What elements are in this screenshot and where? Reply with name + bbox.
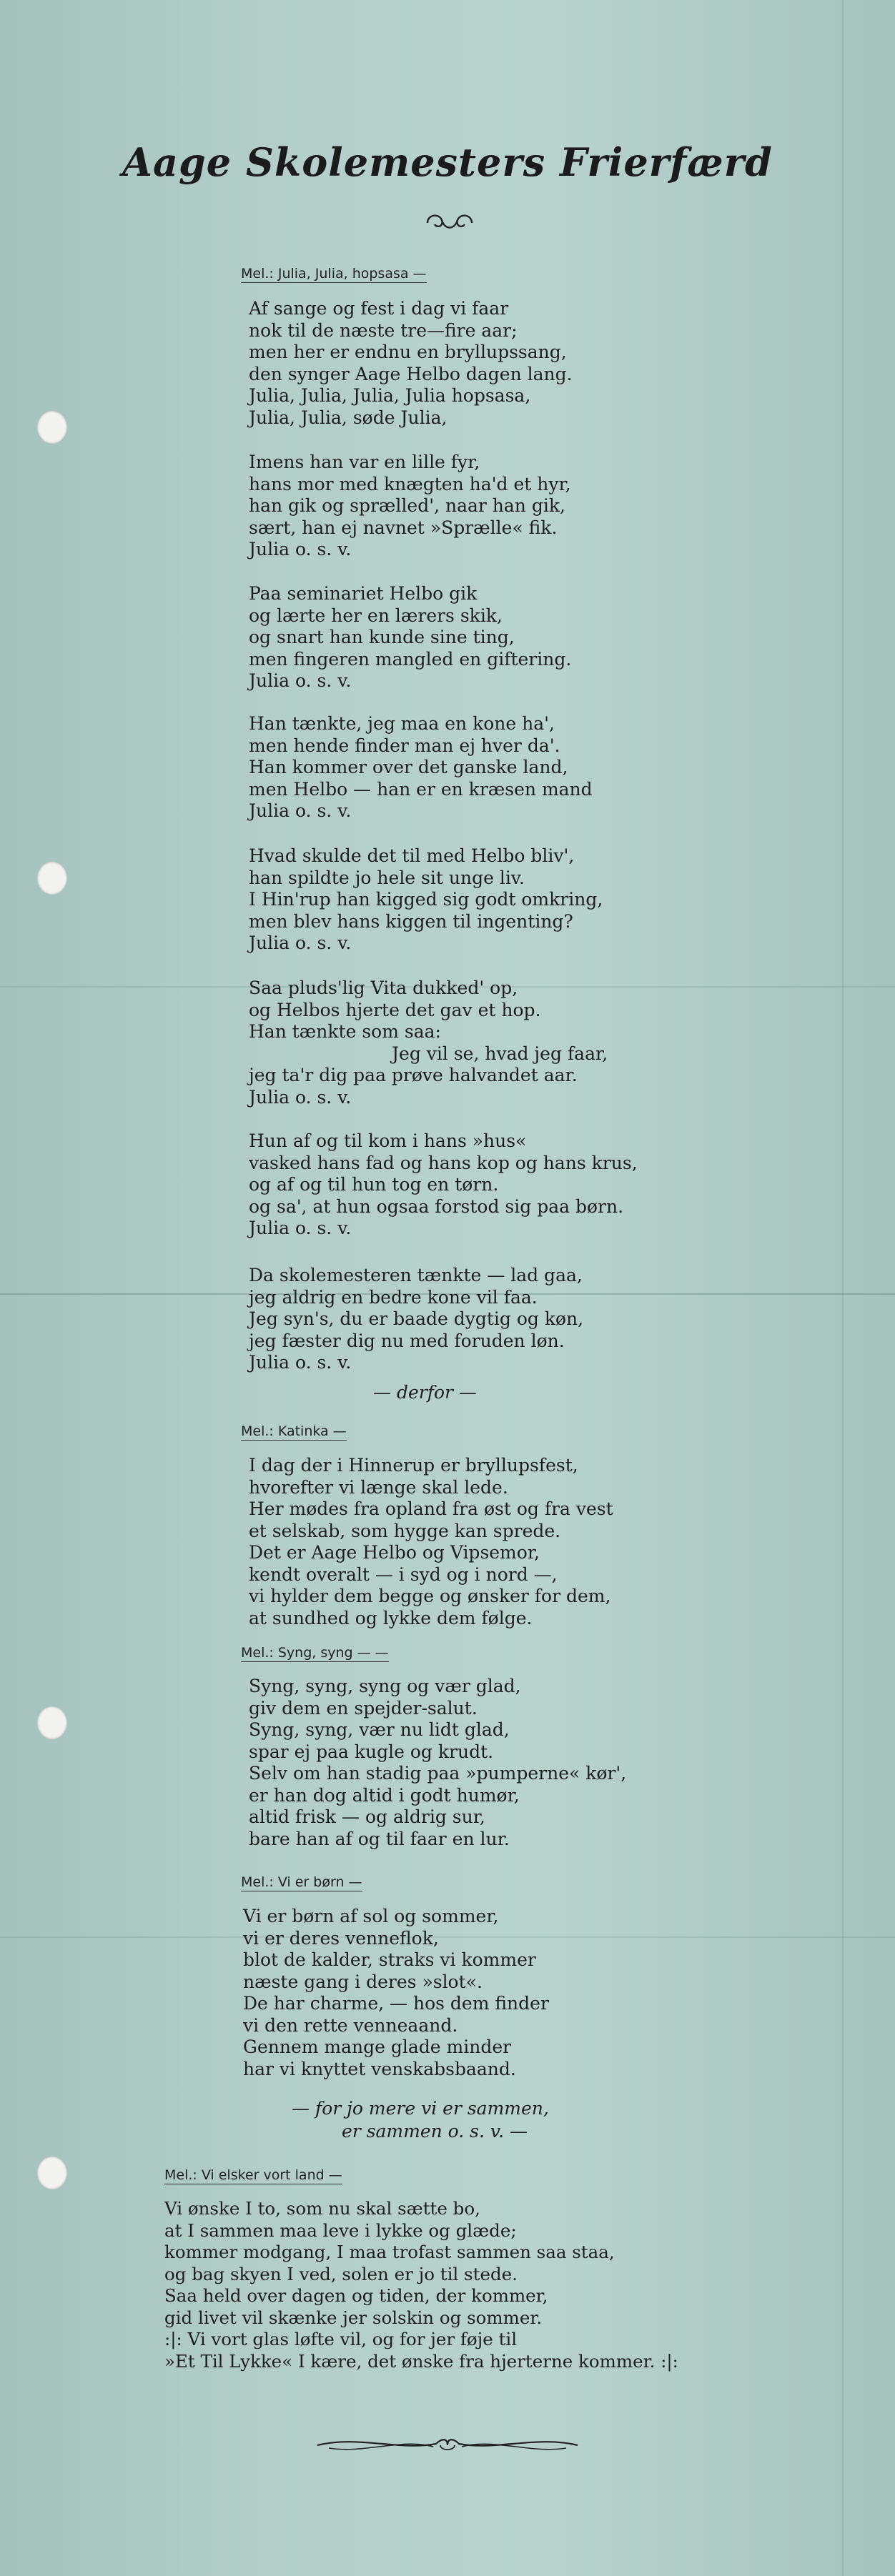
stanza: Han tænkte, jeg maa en kone ha', men hende finder man ej hver da'. Han kommer over det ganske land, men Helbo — han er en kræsen mand Julia o. s. v. bbox=[249, 713, 593, 821]
punch-hole bbox=[37, 1706, 67, 1739]
stanza: Paa seminariet Helbo gik og lærte her en lærers skik, og snart han kunde sine ting, men fingeren mangled en giftering. Julia o. s. v. bbox=[249, 583, 572, 691]
stanza: Da skolemesteren tænkte — lad gaa, jeg aldrig en bedre kone vil faa. Jeg syn's, du er baade dygtig og køn, jeg fæster dig nu med foruden løn. Julia o. s. v. bbox=[249, 1265, 584, 1373]
punch-hole bbox=[37, 2157, 67, 2189]
stanza: Imens han var en lille fyr, hans mor med knægten ha'd et hyr, han gik og sprælled', naar han gik, sært, han ej navnet »Sprælle« fik. Julia o. s. v. bbox=[249, 452, 571, 560]
stanza: Syng, syng, syng og vær glad, giv dem en spejder-salut. Syng, syng, vær nu lidt glad, spar ej paa kugle og krudt. Selv om han stadig paa »pumperne« kør', er han dog altid i godt humør, altid frisk — og aldrig sur, bare han af og til faar en lur. bbox=[249, 1676, 627, 1849]
stanza: Af sange og fest i dag vi faar nok til de næste tre—fire aar; men her er endnu en bryllupssang, den synger Aage Helbo dagen lang. Julia, Julia, Julia, Julia hopsasa, Julia, Julia, søde Julia, bbox=[249, 298, 573, 428]
melody-heading: Mel.: Julia, Julia, hopsasa — bbox=[241, 266, 427, 282]
refrain-line: er sammen o. s. v. — bbox=[342, 2121, 528, 2142]
stanza: Vi ønske I to, som nu skal sætte bo, at I sammen maa leve i lykke og glæde; kommer modgang, I maa trofast sammen saa staa, og bag skyen I ved, solen er jo til stede. Saa held over dagen og tiden, der kommer, gid livet vil skænke jer solskin og sommer. :|: Vi vort glas løfte vil, og for jer føje til »Et Til Lykke« I kære, det ønske fra hjerterne kommer. :|: bbox=[164, 2198, 678, 2372]
stanza: I dag der i Hinnerup er bryllupsfest, hvorefter vi længe skal lede. Her mødes fra opland fra øst og fra vest et selskab, som hygge kan sprede. Det er Aage Helbo og Vipsemor, kendt overalt — i syd og i nord —, vi hylder dem begge og ønsker for dem, at sundhed og lykke dem følge. bbox=[249, 1455, 613, 1628]
melody-heading: Mel.: Syng, syng — — bbox=[241, 1645, 389, 1661]
stanza: Hun af og til kom i hans »hus« vasked hans fad og hans kop og hans krus, og af og til hun tog en tørn. og sa', at hun ogsaa forstod sig paa børn. Julia o. s. v. bbox=[249, 1130, 638, 1238]
melody-heading: Mel.: Vi er børn — bbox=[241, 1874, 362, 1890]
punch-hole bbox=[37, 411, 67, 444]
punch-hole bbox=[37, 862, 67, 895]
stanza: Hvad skulde det til med Helbo bliv', han spildte jo hele sit unge liv. I Hin'rup han kigged sig godt omkring, men blev hans kiggen til ingenting? Julia o. s. v. bbox=[249, 845, 603, 953]
fold-crease-vertical bbox=[842, 0, 844, 2576]
melody-heading: Mel.: Katinka — bbox=[241, 1423, 347, 1439]
flourish-ornament-icon bbox=[315, 2430, 580, 2458]
scroll-ornament-icon bbox=[423, 209, 476, 237]
refrain-line: — derfor — bbox=[373, 1382, 477, 1403]
stanza: Vi er børn af sol og sommer, vi er deres venneflok, blot de kalder, straks vi kommer næste gang i deres »slot«. De har charme, — hos dem finder vi den rette venneaand. Gennem mange glade minder har vi knyttet venskabsbaand. bbox=[243, 1906, 549, 2079]
refrain-line: — for jo mere vi er sammen, bbox=[292, 2098, 549, 2119]
melody-heading: Mel.: Vi elsker vort land — bbox=[164, 2167, 342, 2183]
page-title: Aage Skolemesters Frierfærd bbox=[122, 139, 773, 185]
stanza: Saa pluds'lig Vita dukked' op, og Helbos hjerte det gav et hop. Han tænkte som saa: Jeg vil se, hvad jeg faar, jeg ta'r dig paa prøve halvandet aar. Julia o. s. v. bbox=[249, 978, 608, 1108]
